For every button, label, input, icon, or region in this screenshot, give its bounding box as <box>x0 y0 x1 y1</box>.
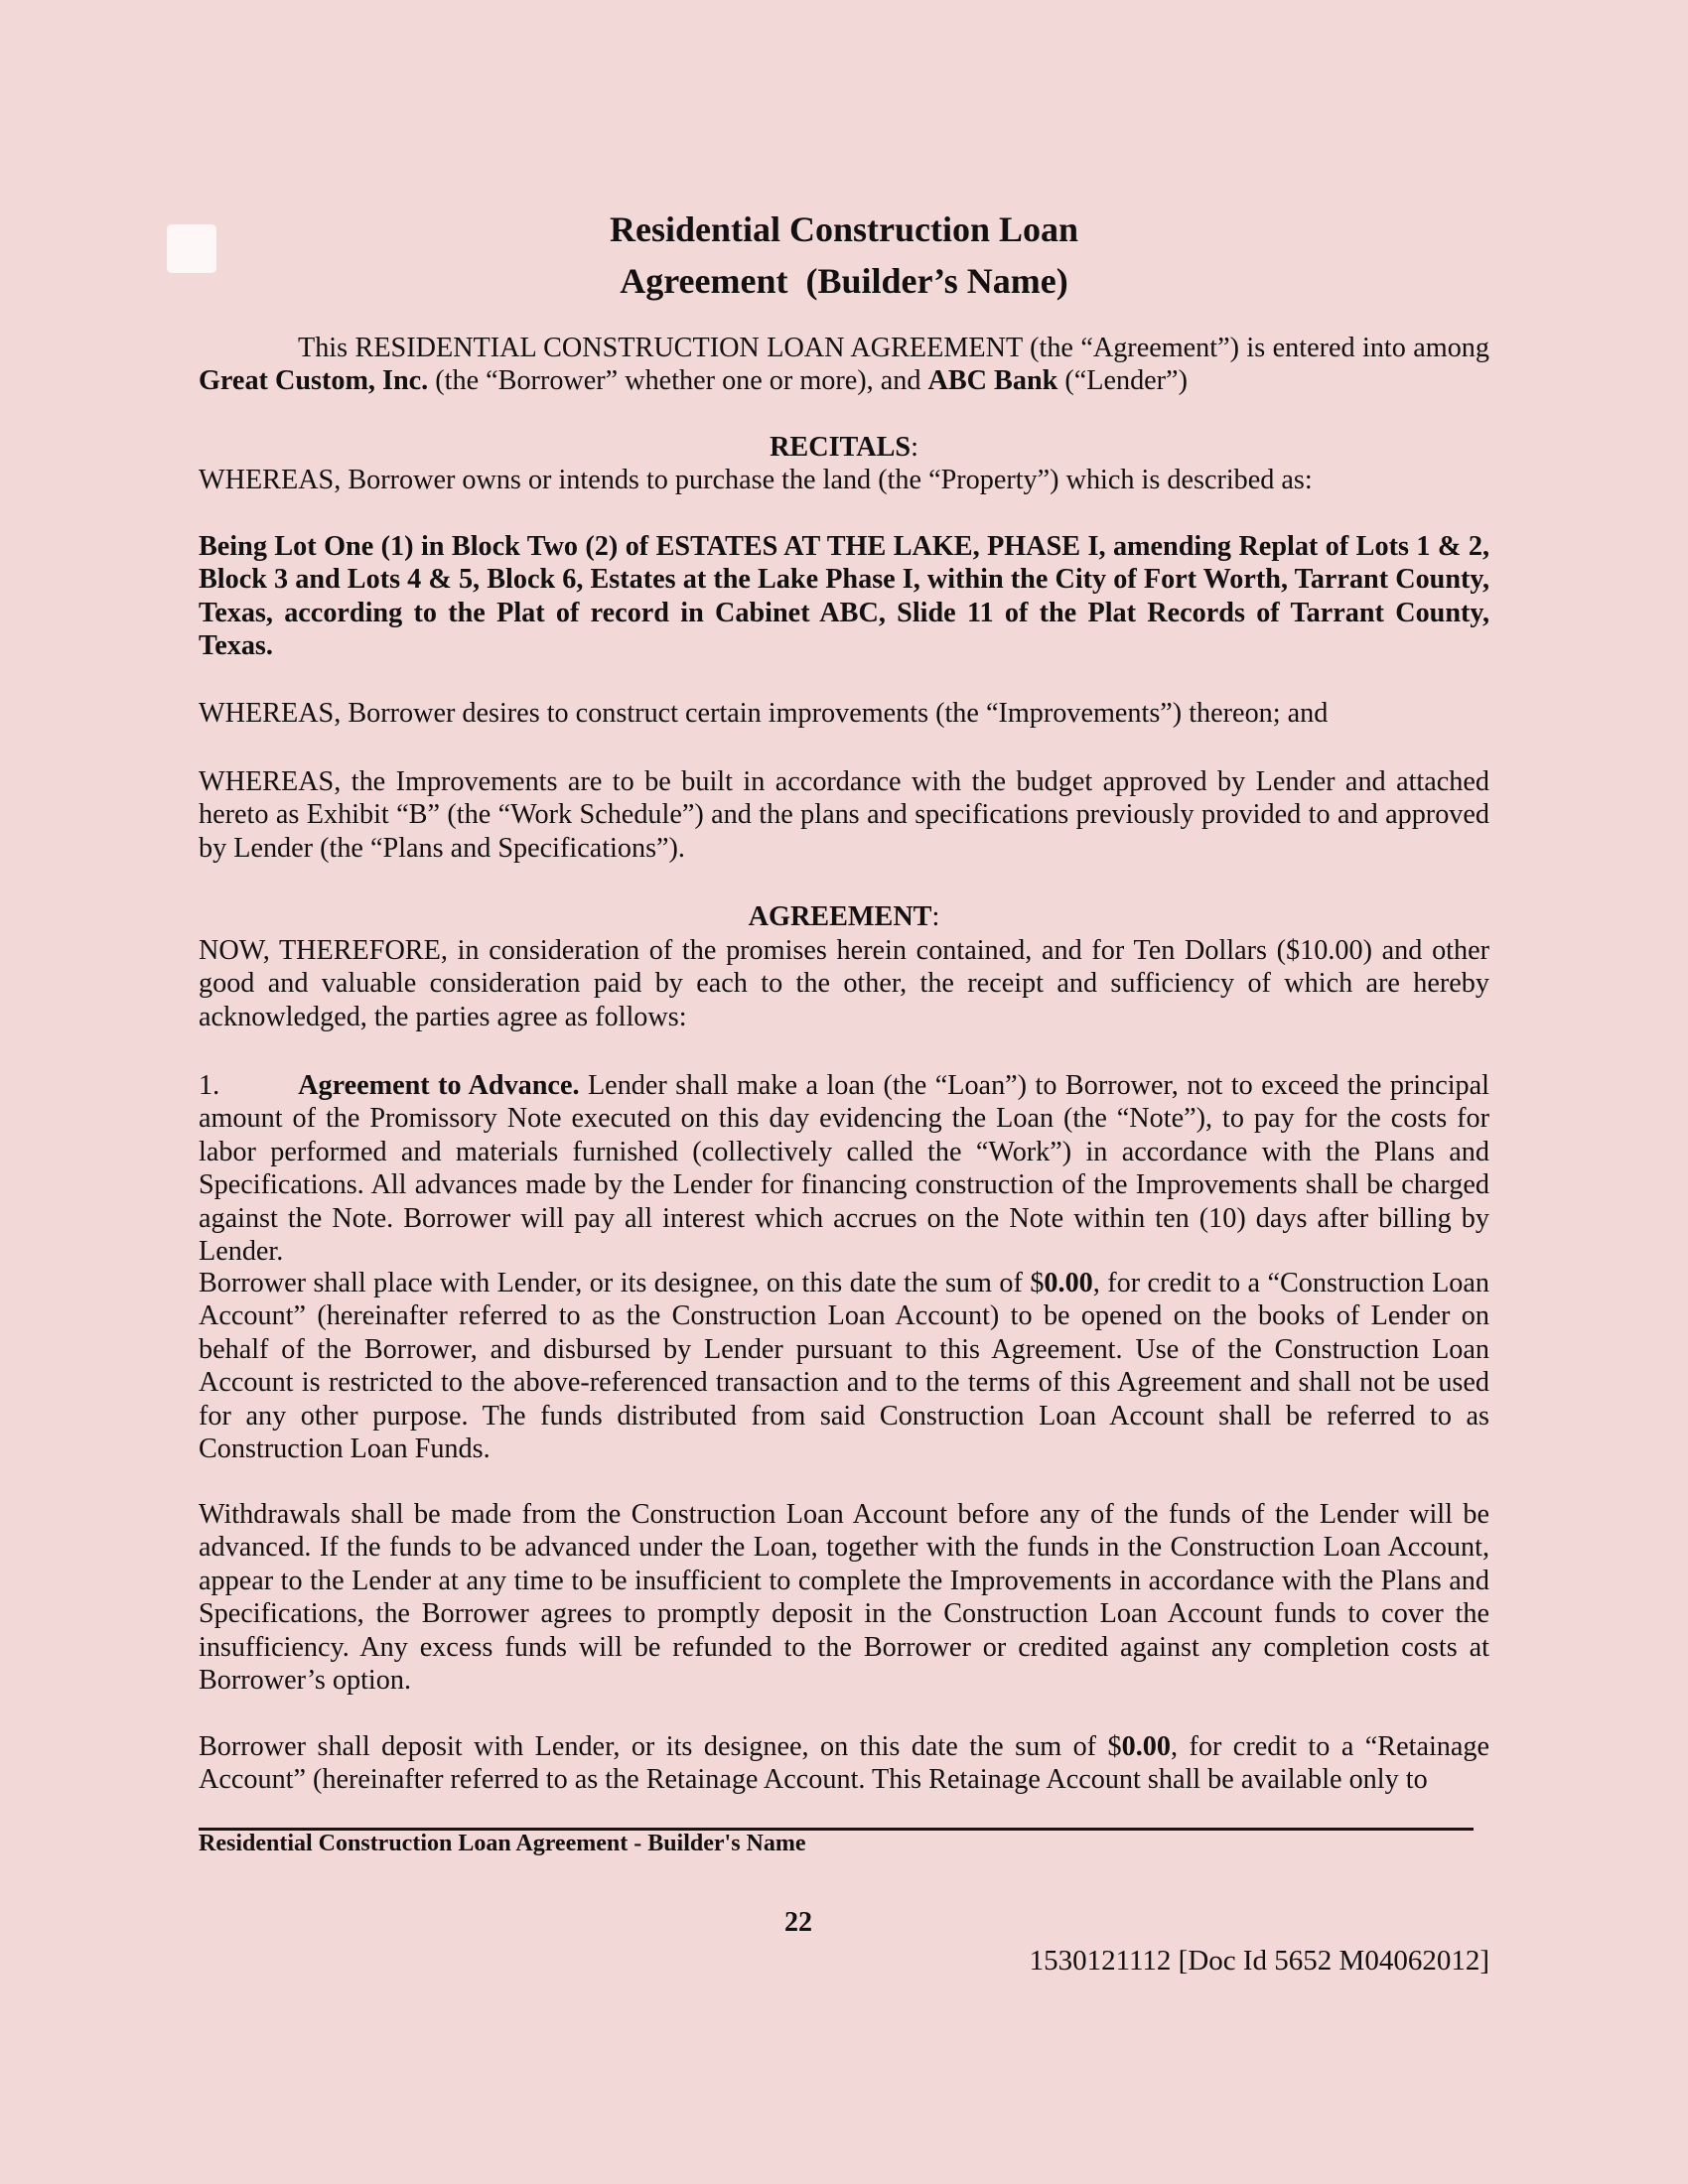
text-segment: 1. <box>199 1070 220 1101</box>
bold-text-segment: AGREEMENT <box>748 901 932 932</box>
text-segment: (the “Borrower” whether one or more), and <box>428 365 928 397</box>
document-title <box>199 204 1489 307</box>
retainage-account-paragraph <box>199 1730 1489 1797</box>
text-segment: This RESIDENTIAL CONSTRUCTION LOAN AGREEMENT (the “Agreement”) is entered into among <box>298 333 1489 363</box>
bold-text-segment: Great Custom, Inc. <box>199 365 429 397</box>
bold-text-segment: 0.00 <box>1121 1731 1171 1762</box>
whereas-budget-clause: WHEREAS, the Improvements are to be built in accordance with the budget approved by Lender and attached hereto as Exhibit “B” (the “Work Schedule”) and the plans and specifications previously provided to and approved by Lender (the “Plans and Specifications”). <box>199 766 1489 864</box>
text-segment: Borrower shall place with Lender, or its designee, on this date the sum of $ <box>199 1268 1045 1298</box>
text-segment: : <box>931 901 940 932</box>
bold-text-segment: Agreement to Advance. <box>298 1070 580 1101</box>
text-segment: , for credit to a “Construction Loan Account” (hereinafter referred to as the Construction Loan Account) to be opened on the books of Lender on behalf of the Borrower, and disbursed by Lender pursuant to this Agreement. Use of the Construction Loan Account is restricted to the above-referenced transaction and to the terms of this Agreement and shall not be used for any other purpose. The funds distributed from said Construction Loan Account shall be referred to as Construction Loan Funds. <box>199 1268 1489 1465</box>
agreement-heading <box>199 900 1489 933</box>
property-description: Being Lot One (1) in Block Two (2) of ESTATES AT THE LAKE, PHASE I, amending Replat of Lots 1 & 2, Block 3 and Lots 4 & 5, Block 6, Estates at the Lake Phase I, within the City of Fort Worth, Tarrant County, Texas, according to the Plat of record in Cabinet ABC, Slide 11 of the Plat Records of Tarrant County, Texas. <box>199 531 1489 662</box>
footer-document-title: Residential Construction Loan Agreement - Builder's Name <box>199 1831 806 1856</box>
document-title-line-2: Agreement (Builder’s Name) <box>620 261 1068 301</box>
now-therefore-paragraph: NOW, THEREFORE, in consideration of the promises herein contained, and for Ten Dollars ($10.00) and other good and valuable consideration paid by each to the other, the receipt and sufficiency of which are hereby acknowledged, the parties agree as follows: <box>199 935 1489 1032</box>
page-number: 22 <box>784 1907 812 1938</box>
whereas-improvements-clause: WHEREAS, Borrower desires to construct certain improvements (the “Improvements”) thereon; and <box>199 698 1329 729</box>
whereas-property-clause: WHEREAS, Borrower owns or intends to purchase the land (the “Property”) which is described as: <box>199 465 1313 495</box>
document-id-stamp: 1530121112 [Doc Id 5652 M04062012] <box>1029 1945 1489 1977</box>
text-segment: , for credit to a “Retainage Account” (hereinafter referred to as the Retainage Account. This Retainage Account shall be available only to <box>199 1731 1490 1796</box>
withdrawals-paragraph: Withdrawals shall be made from the Construction Loan Account before any of the funds of the Lender will be advanced. If the funds to be advanced under the Loan, together with the funds in the Construction Loan Account, appear to the Lender at any time to be insufficient to complete the Improvements in accordance with the Plans and Specifications, the Borrower agrees to promptly deposit in the Construction Loan Account funds to cover the insufficiency. Any excess funds will be refunded to the Borrower or credited against any completion costs at Borrower’s option. <box>199 1499 1489 1697</box>
text-segment: Lender shall make a loan (the “Loan”) to Borrower, not to exceed the principal amount of the Promissory Note executed on this day evidencing the Loan (the “Note”), to pay for the costs for labor performed and materials furnished (collectively called the “Work”) in accordance with the Plans and Specifications. All advances made by the Lender for financing construction of the Improvements shall be charged against the Note. Borrower will pay all interest which accrues on the Note within ten (10) days after billing by Lender. <box>199 1070 1489 1268</box>
section-1-agreement-to-advance <box>199 1069 1489 1268</box>
bold-text-segment: ABC Bank <box>927 365 1058 397</box>
intro-paragraph <box>199 332 1489 398</box>
recitals-heading <box>199 431 1489 464</box>
text-segment: Borrower shall deposit with Lender, or its designee, on this date the sum of $ <box>199 1731 1122 1762</box>
construction-loan-account-paragraph <box>199 1267 1489 1465</box>
document-title-line-1: Residential Construction Loan <box>609 209 1079 249</box>
text-segment: : <box>911 432 918 463</box>
bold-text-segment: RECITALS <box>770 432 912 463</box>
bold-text-segment: 0.00 <box>1044 1268 1093 1298</box>
text-segment: (“Lender”) <box>1057 365 1188 397</box>
